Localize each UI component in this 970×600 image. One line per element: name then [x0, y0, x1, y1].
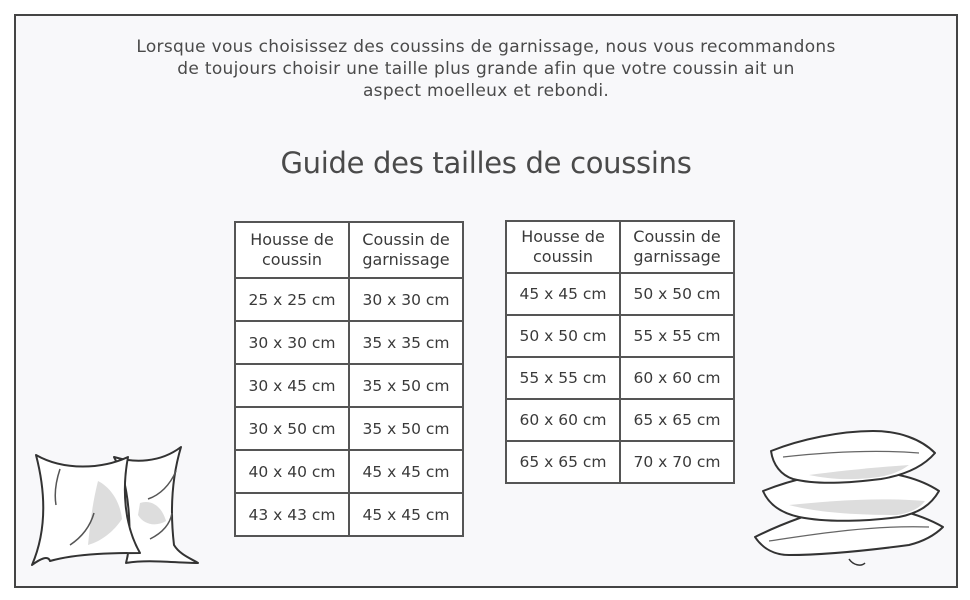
- insert-size-cell: 35 x 35 cm: [349, 321, 463, 364]
- insert-size-cell: 35 x 50 cm: [349, 407, 463, 450]
- intro-text: [76, 36, 896, 102]
- insert-size-cell: 70 x 70 cm: [620, 441, 734, 483]
- insert-size-cell: 35 x 50 cm: [349, 364, 463, 407]
- header-insert: [349, 222, 463, 278]
- cover-size-cell: 25 x 25 cm: [235, 278, 349, 321]
- cover-size-cell: 50 x 50 cm: [506, 315, 620, 357]
- cover-size-cell: 45 x 45 cm: [506, 273, 620, 315]
- table-row: [506, 399, 734, 441]
- header-cover: [506, 221, 620, 273]
- cover-size-cell: 60 x 60 cm: [506, 399, 620, 441]
- two-upright-pillows-icon: [30, 441, 240, 571]
- table-row: [506, 357, 734, 399]
- table-row: [235, 407, 463, 450]
- insert-size-cell: 45 x 45 cm: [349, 450, 463, 493]
- header-cover-line2: coussin: [262, 250, 322, 269]
- page-title: Guide des tailles de coussins: [280, 146, 692, 180]
- table-row: [235, 364, 463, 407]
- table-row: [235, 278, 463, 321]
- table-row: [235, 450, 463, 493]
- table-header-row: [235, 222, 463, 278]
- stacked-pillows-icon: [749, 409, 949, 569]
- header-cover: [235, 222, 349, 278]
- cover-size-cell: 40 x 40 cm: [235, 450, 349, 493]
- cover-size-cell: 55 x 55 cm: [506, 357, 620, 399]
- table-header-row: [506, 221, 734, 273]
- header-cover-line2: coussin: [533, 247, 593, 266]
- table-row: [506, 315, 734, 357]
- header-cover-line1: Housse de: [250, 230, 334, 249]
- intro-line-2: de toujours choisir une taille plus grande afin que votre coussin ait un: [177, 59, 795, 79]
- header-insert-line1: Coussin de: [633, 227, 721, 246]
- cover-size-cell: 43 x 43 cm: [235, 493, 349, 536]
- insert-size-cell: 50 x 50 cm: [620, 273, 734, 315]
- cover-size-cell: 65 x 65 cm: [506, 441, 620, 483]
- header-cover-line1: Housse de: [521, 227, 605, 246]
- table-row: [235, 493, 463, 536]
- table-row: [506, 273, 734, 315]
- table-row: [506, 441, 734, 483]
- table-row: [235, 321, 463, 364]
- insert-size-cell: 45 x 45 cm: [349, 493, 463, 536]
- size-table-small: [234, 221, 464, 537]
- intro-line-3: aspect moelleux et rebondi.: [362, 81, 610, 101]
- insert-size-cell: 65 x 65 cm: [620, 399, 734, 441]
- cover-size-cell: 30 x 50 cm: [235, 407, 349, 450]
- header-insert-line2: garnissage: [633, 247, 721, 266]
- header-insert-line1: Coussin de: [362, 230, 450, 249]
- header-insert-line2: garnissage: [362, 250, 450, 269]
- insert-size-cell: 30 x 30 cm: [349, 278, 463, 321]
- insert-size-cell: 60 x 60 cm: [620, 357, 734, 399]
- cover-size-cell: 30 x 45 cm: [235, 364, 349, 407]
- size-guide-panel: [14, 14, 958, 588]
- insert-size-cell: 55 x 55 cm: [620, 315, 734, 357]
- header-insert: [620, 221, 734, 273]
- size-table-large: [505, 220, 735, 484]
- intro-line-1: Lorsque vous choisissez des coussins de garnissage, nous vous recommandons: [136, 37, 836, 57]
- cover-size-cell: 30 x 30 cm: [235, 321, 349, 364]
